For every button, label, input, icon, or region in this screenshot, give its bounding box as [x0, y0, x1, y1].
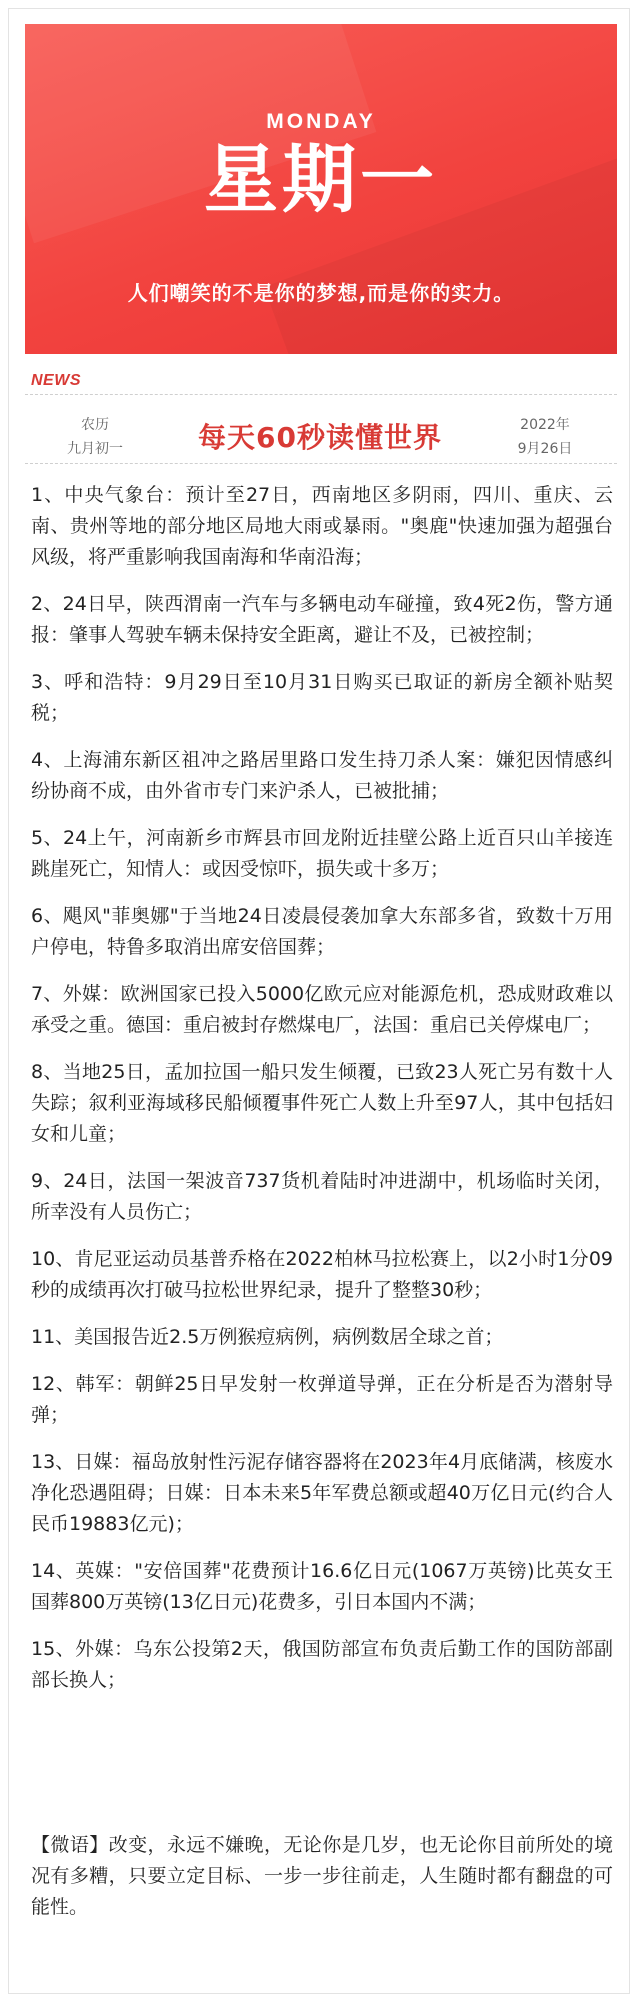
banner-slogan: 人们嘲笑的不是你的梦想,而是你的实力。 [127, 281, 515, 305]
news-item: 5、24上午，河南新乡市辉县市回龙附近挂壁公路上近百只山羊接连跳崖死亡，知情人：或因受惊吓，损失或十多万； [31, 827, 613, 880]
news-item: 13、日媒：福岛放射性污泥存储容器将在2023年4月底储满，核废水净化恐遇阻碍；日媒：日本未来5年军费总额或超40万亿日元(约合人民币19883亿元)； [31, 1451, 613, 1535]
date-block [490, 413, 600, 461]
news-item: 12、韩军：朝鲜25日早发射一枚弹道导弹，正在分析是否为潜射导弹； [31, 1373, 613, 1426]
lunar-date-block [40, 413, 150, 461]
news-item: 6、飓风"菲奥娜"于当地24日凌晨侵袭加拿大东部多省，致数十万用户停电，特鲁多取消出席安倍国葬； [31, 905, 613, 958]
header-banner [25, 24, 617, 354]
divider [25, 394, 617, 395]
news-item: 9、24日，法国一架波音737货机着陆时冲进湖中，机场临时关闭，所幸没有人员伤亡； [31, 1170, 613, 1223]
lunar-date: 九月初一 [67, 441, 123, 457]
news-item: 10、肯尼亚运动员基普乔格在2022柏林马拉松赛上，以2小时1分09秒的成绩再次打破马拉松世界纪录，提升了整整30秒； [31, 1248, 613, 1301]
news-item: 8、当地25日，孟加拉国一船只发生倾覆，已致23人死亡另有数十人失踪；叙利亚海域移民船倾覆事件死亡人数上升至97人，其中包括妇女和儿童； [31, 1061, 613, 1145]
divider [25, 463, 617, 464]
news-list [31, 480, 613, 1712]
news-item: 7、外媒：欧洲国家已投入5000亿欧元应对能源危机，恐成财政难以承受之重。德国：重启被封存燃煤电厂，法国：重启已关停煤电厂； [31, 983, 613, 1036]
news-item: 15、外媒：乌东公投第2天，俄国防部宣布负责后勤工作的国防部副部长换人； [31, 1638, 613, 1691]
news-item: 4、上海浦东新区祖冲之路居里路口发生持刀杀人案：嫌犯因情感纠纷协商不成，由外省市专门来沪杀人，已被批捕； [31, 749, 613, 802]
news-item: 3、呼和浩特：9月29日至10月31日购买已取证的新房全额补贴契税； [31, 671, 613, 724]
news-item: 14、英媒："安倍国葬"花费预计16.6亿日元(1067万英镑)比英女王国葬800万英镑(13亿日元)花费多，引日本国内不满； [31, 1560, 613, 1613]
date-day: 9月26日 [517, 441, 573, 457]
closing-quote: 【微语】改变，永远不嫌晚，无论你是几岁，也无论你目前所处的境况有多糟，只要立定目标、一步一步往前走，人生随时都有翻盘的可能性。 [31, 1834, 613, 1918]
lunar-label: 农历 [81, 417, 109, 433]
page-title: 每天60秒读懂世界 [198, 421, 442, 454]
news-item: 1、中央气象台：预计至27日，西南地区多阴雨，四川、重庆、云南、贵州等地的部分地区局地大雨或暴雨。"奥鹿"快速加强为超强台风级，将严重影响我国南海和华南沿海； [31, 484, 613, 568]
news-item: 11、美国报告近2.5万例猴痘病例，病例数居全球之首； [31, 1326, 504, 1348]
news-item: 2、24日早，陕西渭南一汽车与多辆电动车碰撞，致4死2伤，警方通报：肇事人驾驶车辆未保持安全距离，避让不及，已被控制； [31, 593, 613, 646]
weekday-chinese: 星期一 [204, 137, 438, 223]
news-label: NEWS [31, 372, 81, 389]
weekday-english: MONDAY [266, 110, 376, 133]
date-year: 2022年 [520, 417, 570, 433]
